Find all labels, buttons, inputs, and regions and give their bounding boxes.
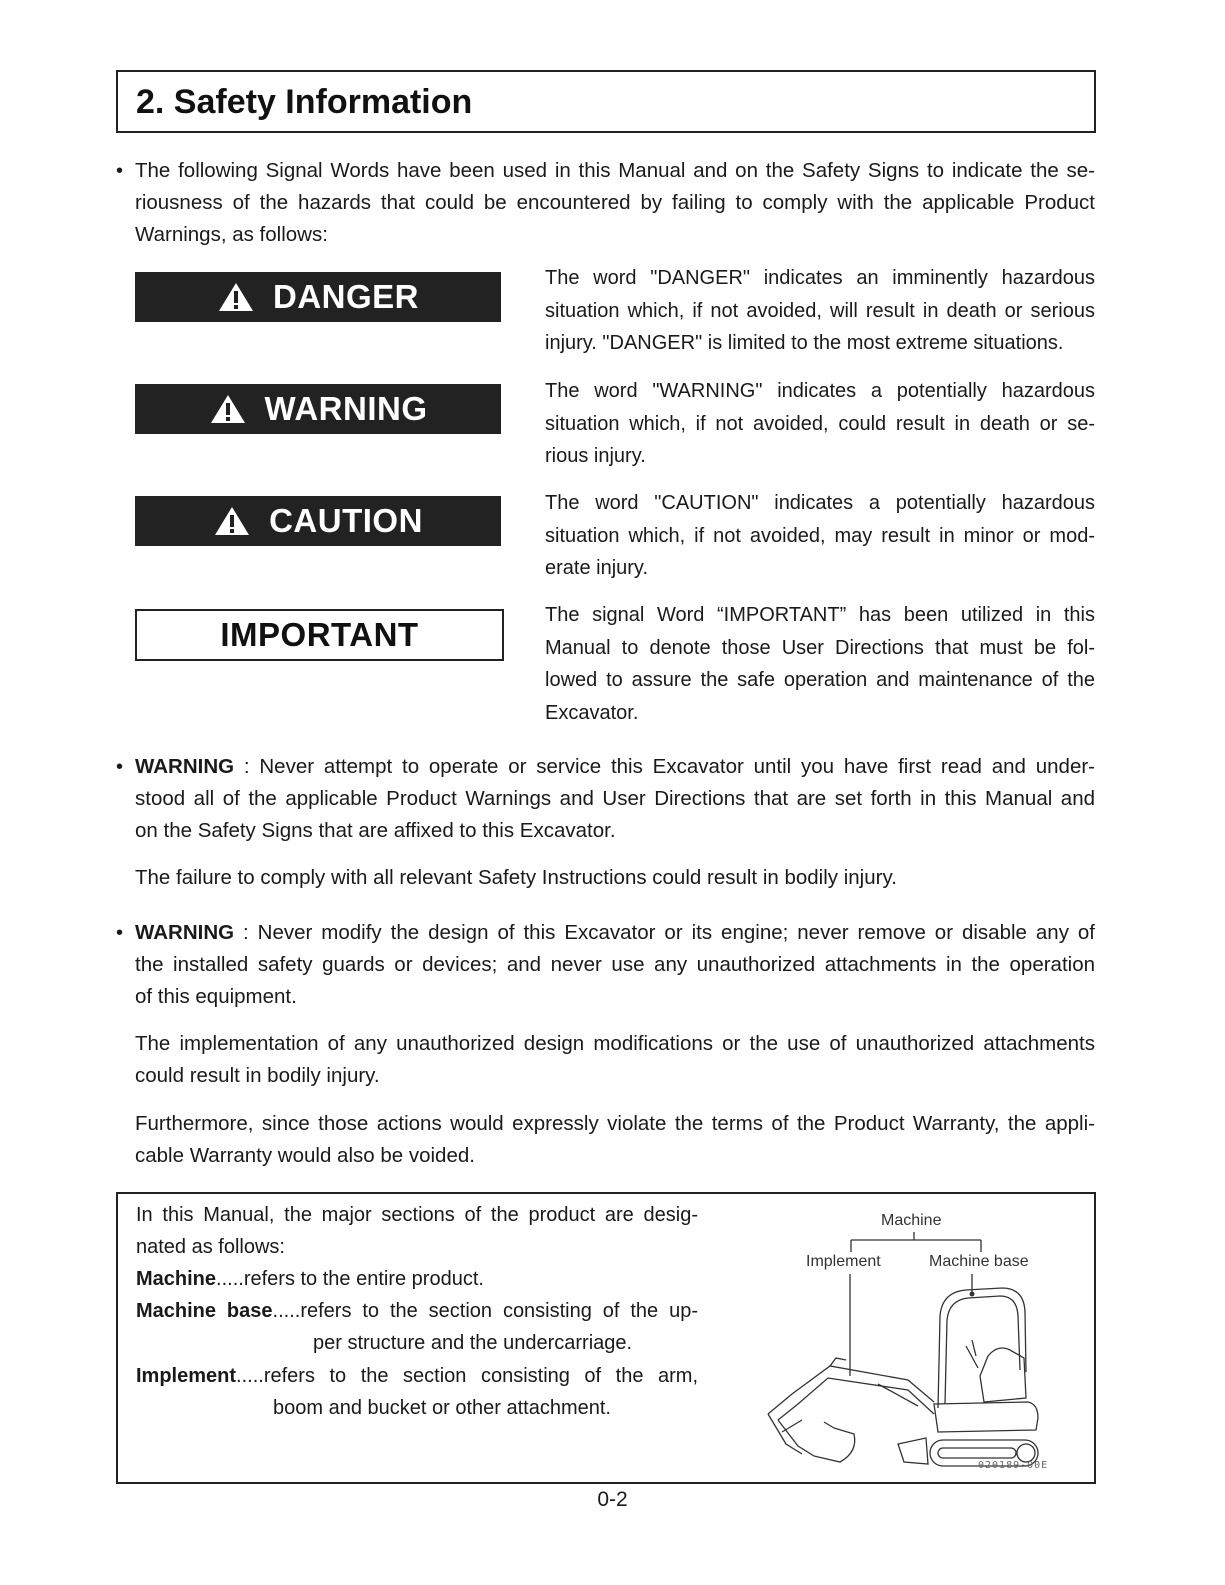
machine-base-definition — [136, 1295, 698, 1328]
important-signal-label — [135, 609, 504, 661]
definition: .....refers to the entire product. — [216, 1268, 484, 1290]
term: Machine — [136, 1268, 217, 1290]
sections-intro-line: nated as follows: — [136, 1236, 285, 1258]
machine-definition — [136, 1263, 698, 1296]
description-line: rious injury. — [545, 445, 646, 467]
important-description — [545, 599, 1095, 729]
warning-followup: The failure to comply with all relevant Safety Instructions could result in bodily injury. — [135, 866, 897, 889]
signal-word: IMPORTANT — [220, 616, 419, 653]
definition-continued: boom and bucket or other attachment. — [273, 1397, 611, 1419]
warning-triangle-icon — [209, 393, 247, 425]
bullet: • — [116, 160, 124, 182]
mini-excavator-illustration — [758, 1208, 1088, 1470]
signal-word: DANGER — [272, 278, 419, 315]
caution-signal-label — [135, 496, 501, 546]
sections-intro-line: In this Manual, the major sections of the product are desig- — [136, 1204, 698, 1226]
warning-line: stood all of the applicable Product Warnings and User Directions that are set forth in this Manual and — [135, 787, 1095, 810]
warning-line — [135, 917, 1095, 950]
definition: .....refers to the section consisting of the up- — [272, 1300, 698, 1322]
caution-description — [545, 487, 1095, 585]
machine-label: Machine — [881, 1212, 942, 1229]
warning-line: the installed safety guards or devices; and never use any unauthorized attachments in the operation — [135, 953, 1095, 976]
description-line: The word "CAUTION" indicates a potentially hazardous — [545, 492, 1095, 514]
warning-line: on the Safety Signs that are affixed to this Excavator. — [135, 819, 616, 842]
warning-followup: cable Warranty would also be voided. — [135, 1144, 475, 1167]
description-line: lowed to assure the safe operation and maintenance of the — [545, 669, 1095, 691]
description-line: situation which, if not avoided, will result in death or serious — [545, 299, 1095, 322]
signal-word: WARNING — [264, 390, 428, 427]
description-line: situation which, if not avoided, may result in minor or mod- — [545, 524, 1095, 547]
section-title-box — [116, 70, 1096, 133]
warning-text: : Never attempt to operate or service this Excavator until you have first read and under- — [234, 755, 1095, 778]
warning-followup: Furthermore, since those actions would expressly violate the terms of the Product Warranty, the appli- — [135, 1112, 1095, 1135]
description-line: Manual to denote those User Directions that must be fol- — [545, 636, 1095, 659]
description-line: The word "DANGER" indicates an imminently hazardous — [545, 267, 1095, 289]
term: Machine base — [136, 1300, 273, 1322]
warning-signal-label — [135, 384, 501, 434]
page-number: 0-2 — [597, 1488, 628, 1511]
warning-keyword: WARNING — [135, 921, 235, 944]
definition: .....refers to the section consisting of the arm, — [236, 1365, 698, 1387]
figure-code: 020189-00E — [978, 1460, 1049, 1471]
sections-definition-box — [116, 1192, 1096, 1484]
description-line: The word "WARNING" indicates a potentially hazardous — [545, 380, 1095, 402]
danger-signal-label — [135, 272, 501, 322]
warning-triangle-icon — [217, 281, 255, 313]
danger-description — [545, 262, 1095, 360]
description-line: injury. "DANGER" is limited to the most extreme situations. — [545, 332, 1064, 354]
bullet: • — [116, 922, 124, 944]
machine-base-label: Machine base — [929, 1253, 1029, 1270]
warning-text: : Never modify the design of this Excavator or its engine; never remove or disable any of — [234, 921, 1095, 944]
bullet: • — [116, 756, 124, 778]
term: Implement — [136, 1365, 237, 1387]
warning-description — [545, 375, 1095, 473]
description-line: situation which, if not avoided, could result in death or se- — [545, 412, 1095, 435]
implement-label: Implement — [806, 1253, 881, 1270]
intro-line: The following Signal Words have been used in this Manual and on the Safety Signs to indicate the se- — [135, 159, 1095, 182]
warning-line: of this equipment. — [135, 985, 297, 1008]
warning-triangle-icon — [213, 505, 251, 537]
signal-word: CAUTION — [269, 502, 423, 539]
excavator-figure — [758, 1208, 1088, 1470]
warning-keyword: WARNING — [135, 755, 235, 778]
intro-line: Warnings, as follows: — [135, 223, 328, 246]
warning-followup: could result in bodily injury. — [135, 1064, 380, 1087]
page-title: 2. Safety Information — [136, 83, 473, 121]
warning-line — [135, 751, 1095, 784]
implement-definition — [136, 1360, 698, 1393]
intro-line: riousness of the hazards that could be encountered by failing to comply with the applicable Product — [135, 191, 1095, 214]
warning-followup: The implementation of any unauthorized design modifications or the use of unauthorized attachments — [135, 1032, 1095, 1055]
description-line: The signal Word “IMPORTANT” has been utilized in this — [545, 604, 1095, 626]
definition-continued: per structure and the undercarriage. — [313, 1332, 633, 1354]
description-line: Excavator. — [545, 701, 639, 724]
description-line: erate injury. — [545, 557, 649, 579]
